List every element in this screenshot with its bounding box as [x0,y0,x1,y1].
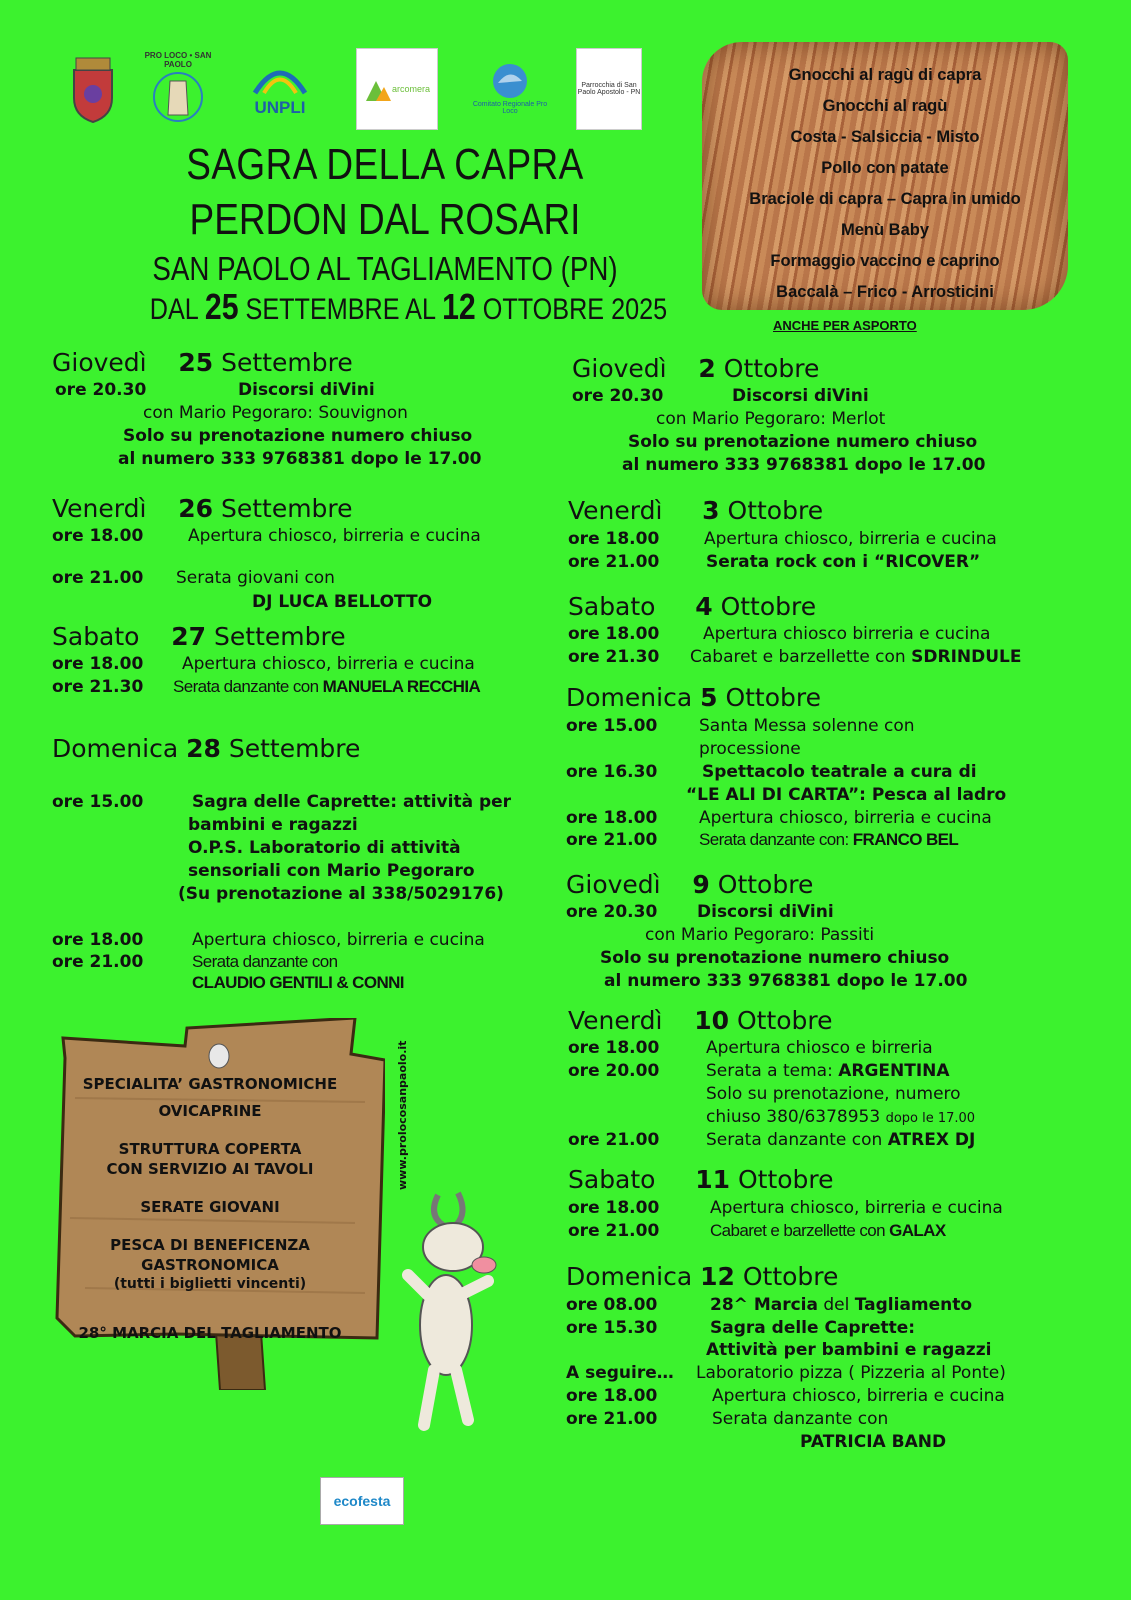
event-time: ore 20.00 [568,1061,660,1081]
event-text: Apertura chiosco birreria e cucina [703,624,991,644]
event-text: Solo su prenotazione, numero [706,1084,961,1104]
sign-line: OVICAPRINE [158,1102,262,1120]
event-time: ore 18.00 [566,808,658,828]
event-time: ore 15.30 [566,1318,658,1338]
event-time: ore 08.00 [566,1295,658,1315]
event-text: Discorsi diVini [238,380,375,400]
event-text: Laboratorio pizza ( Pizzeria al Ponte) [696,1363,1006,1383]
event-time: ore 21.00 [566,830,658,850]
sign-line: STRUTTURA COPERTA [118,1140,302,1158]
event-text: Solo su prenotazione numero chiuso [600,948,950,968]
ecofesta-logo: ecofesta [320,1477,404,1525]
event-text: Cabaret e barzellette con GALAX [710,1221,946,1240]
title-line-2: PERDON DAL ROSARI [189,195,581,244]
title-line-1: SAGRA DELLA CAPRA [186,140,584,189]
takeaway-note: ANCHE PER ASPORTO [773,318,917,333]
event-time: ore 21.00 [568,1221,660,1241]
sign-line: 28° MARCIA DEL TAGLIAMENTO [78,1324,342,1342]
menu-item: Costa - Salsiccia - Misto [790,128,980,146]
day-heading: Venerdì 26 Settembre [52,494,353,523]
event-time: ore 18.00 [568,1038,660,1058]
event-time: ore 21.00 [568,552,660,572]
event-time: ore 18.00 [52,930,144,950]
day-heading: Venerdì 10 Ottobre [568,1006,833,1035]
event-text: Apertura chiosco, birreria e cucina [182,654,475,674]
event-text: Apertura chiosco, birreria e cucina [710,1198,1003,1218]
sign-line: CON SERVIZIO AI TAVOLI [106,1160,314,1178]
pro-loco-san-paolo-logo: PRO LOCO • SAN PAOLO [138,48,218,128]
menu-item: Pollo con patate [821,159,949,177]
dates: DAL 25 SETTEMBRE AL 12 OTTOBRE 2025 [149,286,668,327]
event-text: PATRICIA BAND [800,1432,947,1452]
event-text: “LE ALI DI CARTA”: Pesca al ladro [686,785,1007,805]
menu-list [702,60,1068,308]
event-text: Santa Messa solenne con [699,716,915,736]
event-time: ore 20.30 [566,902,658,922]
event-text: DJ LUCA BELLOTTO [252,592,433,612]
day-heading: Domenica 12 Ottobre [566,1262,839,1291]
event-text: Cabaret e barzellette con SDRINDULE [690,647,1022,667]
event-time: ore 15.00 [566,716,658,736]
day-heading: Sabato 27 Settembre [52,622,346,651]
event-text: Sagra delle Caprette: attività per [192,792,512,812]
event-text: bambini e ragazzi [188,815,358,835]
event-text: Serata danzante con MANUELA RECCHIA [173,677,481,696]
event-text: Apertura chiosco, birreria e cucina [704,529,997,549]
day-heading: Sabato 11 Ottobre [568,1165,834,1194]
event-text: al numero 333 9768381 dopo le 17.00 [604,971,968,991]
event-time: ore 21.00 [566,1409,658,1429]
event-text: Spettacolo teatrale a cura di [702,762,977,782]
event-text: CLAUDIO GENTILI & CONNI [192,973,404,992]
event-text: Apertura chiosco, birreria e cucina [188,526,481,546]
event-text: Apertura chiosco, birreria e cucina [699,808,992,828]
goat-illustration [398,1185,513,1435]
event-text: Serata danzante con: FRANCO BEL [699,830,959,849]
location: SAN PAOLO AL TAGLIAMENTO (PN) [152,250,618,287]
event-time: ore 18.00 [568,529,660,549]
event-text: processione [699,739,801,759]
day-heading: Giovedì 25 Settembre [52,348,353,377]
event-text: Solo su prenotazione numero chiuso [628,432,978,452]
day-heading: Venerdì 3 Ottobre [568,496,824,525]
day-heading: Domenica 28 Settembre [52,734,361,763]
municipal-crest-logo [64,48,122,128]
event-time: ore 20.30 [572,386,664,406]
event-text: Apertura chiosco, birreria e cucina [192,930,485,950]
menu-item: Gnocchi al ragù di capra [788,66,982,84]
event-text: con Mario Pegoraro: Merlot [656,409,886,429]
event-text: Discorsi diVini [697,902,834,922]
event-text: al numero 333 9768381 dopo le 17.00 [622,455,986,475]
event-time: ore 21.00 [568,1130,660,1150]
menu-item: Baccalà – Frico - Arrosticini [776,283,994,301]
event-text: Serata danzante con [712,1409,889,1429]
event-time: ore 18.00 [52,654,144,674]
event-text: Serata danzante con ATREX DJ [706,1130,976,1150]
unpli-logo: UNPLI [240,48,320,128]
menu-item: Menù Baby [840,221,929,239]
menu-item: Formaggio vaccino e caprino [770,252,1000,270]
menu-item: Gnocchi al ragù [822,97,948,115]
menu-item: Braciole di capra – Capra in umido [749,190,1021,208]
comitato-regionale-logo: Comitato Regionale Pro Loco [470,48,550,128]
arcomera-logo: arcomera [356,48,438,130]
event-time: ore 21.30 [568,647,660,667]
parrocchia-logo: Parrocchia di San Paolo Apostolo - PN [576,48,642,130]
event-text: Serata a tema: ARGENTINA [706,1061,950,1081]
sign-line: GASTRONOMICA [141,1256,279,1274]
event-text: Apertura chiosco e birreria [706,1038,933,1058]
event-text: Sagra delle Caprette: [710,1318,916,1338]
event-text: Solo su prenotazione numero chiuso [123,426,473,446]
event-text: sensoriali con Mario Pegoraro [188,861,475,881]
event-text: Apertura chiosco, birreria e cucina [712,1386,1005,1406]
event-time: ore 18.00 [568,624,660,644]
sign-line: PESCA DI BENEFICENZA [110,1236,310,1254]
event-text: O.P.S. Laboratorio di attività [188,838,461,858]
event-text: con Mario Pegoraro: Passiti [645,925,875,945]
website-url: www.prolocosanpaolo.it [396,1040,409,1190]
sign-line: SERATE GIOVANI [140,1198,280,1216]
day-heading: Sabato 4 Ottobre [568,592,817,621]
event-time: ore 18.00 [52,526,144,546]
sign-line: SPECIALITA’ GASTRONOMICHE [82,1075,338,1093]
event-time: ore 15.00 [52,792,144,812]
event-time: ore 18.00 [568,1198,660,1218]
event-time: ore 21.00 [52,952,144,972]
event-text: Serata giovani con [176,568,335,588]
event-text: al numero 333 9768381 dopo le 17.00 [118,449,482,469]
event-text: chiuso 380/6378953 dopo le 17.00 [706,1107,976,1127]
event-text: Serata rock con i “RICOVER” [706,552,981,572]
event-time: A seguire… [566,1363,674,1383]
event-text: Serata danzante con [192,952,338,971]
event-time: ore 21.30 [52,677,144,697]
event-text: Attività per bambini e ragazzi [706,1340,992,1360]
event-time: ore 20.30 [55,380,147,400]
event-text: 28^ Marcia del Tagliamento [710,1295,973,1315]
event-text: (Su prenotazione al 338/5029176) [178,884,504,904]
event-text: con Mario Pegoraro: Souvignon [143,403,408,423]
event-text: Discorsi diVini [732,386,869,406]
sign-line: (tutti i biglietti vincenti) [113,1276,307,1292]
day-heading: Domenica 5 Ottobre [566,683,822,712]
event-time: ore 21.00 [52,568,144,588]
event-time: ore 16.30 [566,762,658,782]
event-time: ore 18.00 [566,1386,658,1406]
day-heading: Giovedì 2 Ottobre [572,354,820,383]
day-heading: Giovedì 9 Ottobre [566,870,814,899]
